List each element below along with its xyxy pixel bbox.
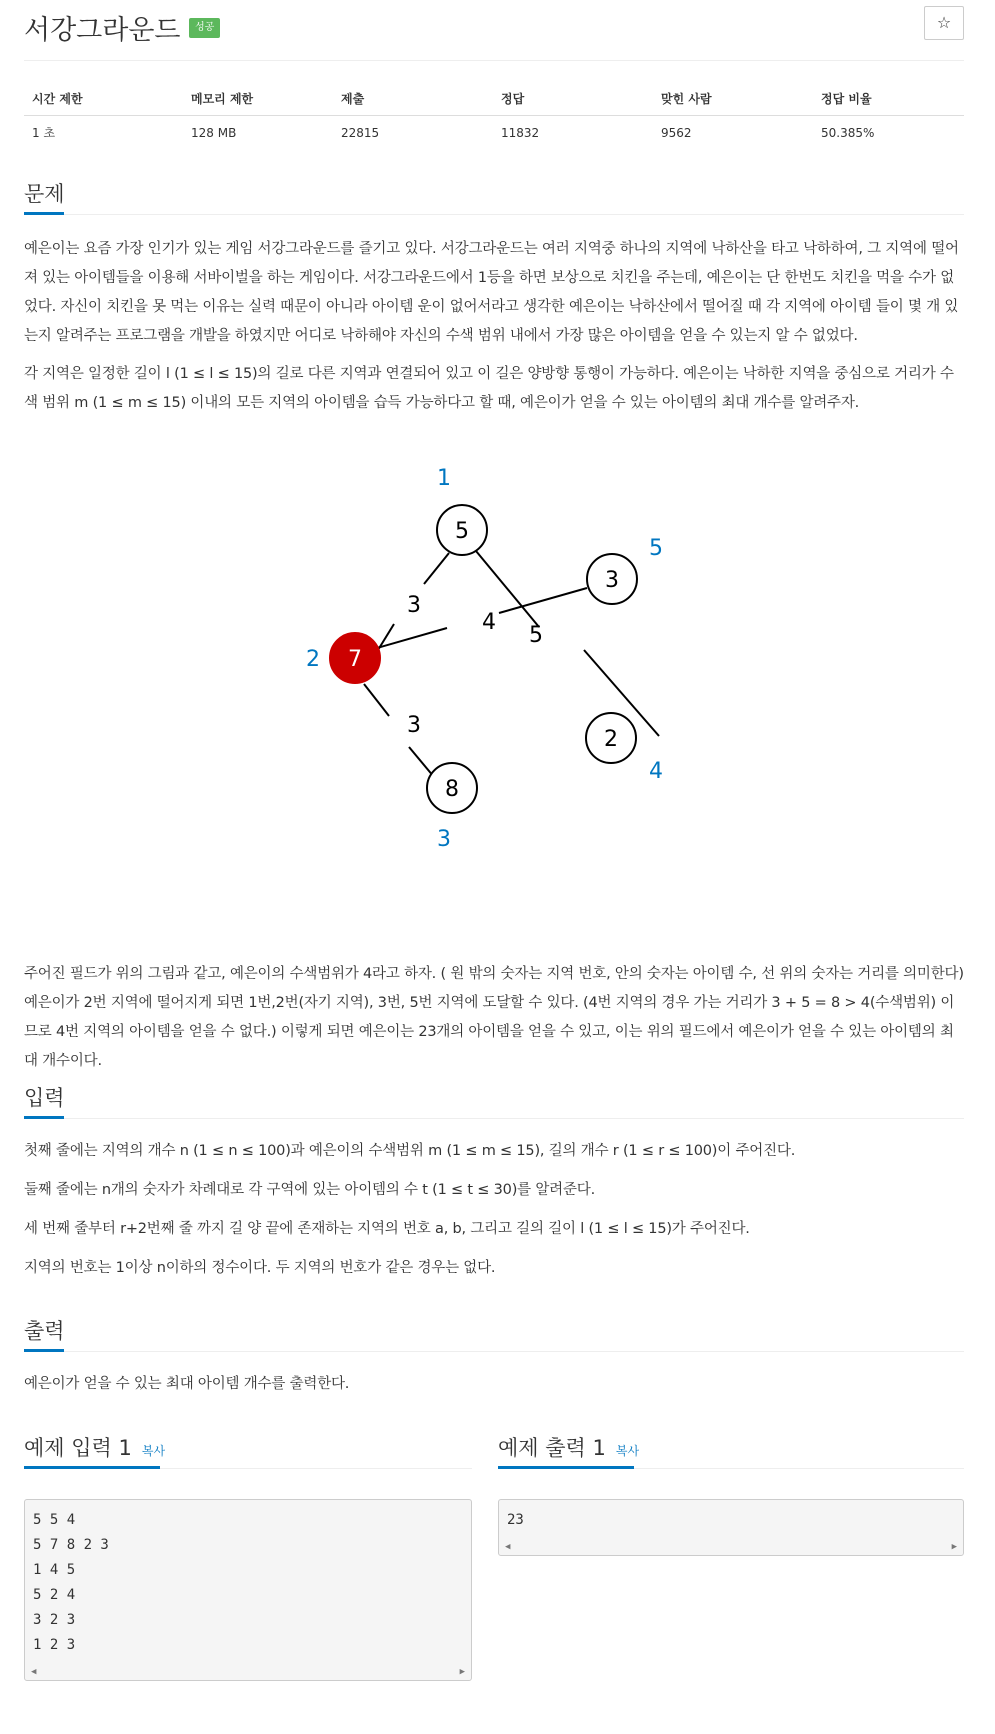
problem-title: 서강그라운드 bbox=[24, 15, 181, 46]
scroll-right-icon[interactable]: ▶ bbox=[951, 1542, 957, 1552]
graph-svg bbox=[284, 466, 704, 910]
output-body bbox=[24, 1370, 964, 1399]
sample-input-box[interactable] bbox=[24, 1499, 472, 1681]
star-button[interactable] bbox=[924, 6, 964, 40]
info-solvers: 9562 bbox=[661, 125, 692, 140]
output-section bbox=[24, 1313, 964, 1399]
headline-underline bbox=[24, 1466, 160, 1469]
node-1-items: 5 bbox=[455, 519, 469, 544]
description-headline bbox=[24, 176, 964, 215]
edge-2-3-seg-a bbox=[364, 684, 389, 716]
sample-input-title-text: 예제 입력 1 bbox=[24, 1436, 132, 1460]
sample-output-copy-button[interactable]: 복사 bbox=[615, 1444, 640, 1458]
input-line-2: 둘째 줄에는 n개의 숫자가 차례대로 각 구역에 있는 아이템의 수 t (1 ≤ t ≤ 30)를 알려준다. bbox=[24, 1182, 596, 1198]
edge-label-1-4: 5 bbox=[529, 623, 543, 648]
info-accepted: 11832 bbox=[501, 125, 540, 140]
headline-underline bbox=[24, 1349, 64, 1352]
sample-output-text: 23 bbox=[507, 1512, 524, 1528]
headline-underline bbox=[24, 1116, 64, 1119]
scroll-right-icon[interactable]: ▶ bbox=[459, 1667, 465, 1677]
status-badge: 성공 bbox=[189, 18, 220, 38]
region-label-1: 1 bbox=[437, 466, 451, 491]
input-line-4: 지역의 번호는 1이상 n이하의 정수이다. 두 지역의 번호가 같은 경우는 없다. bbox=[24, 1260, 496, 1276]
sample-output-title-text: 예제 출력 1 bbox=[498, 1436, 606, 1460]
info-header-solvers: 맞힌 사람 bbox=[653, 82, 813, 116]
node-3-items: 8 bbox=[445, 777, 459, 802]
sample-input-block bbox=[24, 1430, 472, 1681]
description-title: 문제 bbox=[24, 182, 65, 206]
sample-output-title bbox=[498, 1432, 639, 1462]
edge-label-2-5: 4 bbox=[482, 610, 496, 635]
info-header-time-limit: 시간 제한 bbox=[24, 82, 183, 116]
output-line: 예은이가 얻을 수 있는 최대 아이템 개수를 출력한다. bbox=[24, 1376, 350, 1392]
input-line-3: 세 번째 줄부터 r+2번째 줄 까지 길 양 끝에 존재하는 지역의 번호 a, b, 그리고 길의 길이 l (1 ≤ l ≤ 15)가 주어진다. bbox=[24, 1221, 750, 1237]
region-label-3: 3 bbox=[437, 827, 451, 852]
sample-output-block bbox=[498, 1430, 964, 1556]
info-ratio: 50.385% bbox=[821, 125, 875, 140]
sample-input-headline bbox=[24, 1430, 472, 1469]
node-5-items: 3 bbox=[605, 568, 619, 593]
description-section bbox=[24, 176, 964, 418]
description-paragraph-1: 예은이는 요즘 가장 인기가 있는 게임 서강그라운드를 즐기고 있다. 서강그라운드는 여러 지역중 하나의 지역에 낙하산을 타고 낙하하여, 그 지역에 떨어져 있는 아이템들을 이용해 서바이벌을 하는 게임이다. 서강그라운드에서 1등을 하면 보상으로 치킨을 주는데, 예은이는 단 한번도 치킨을 먹을 수가 없었다. 자신이 치킨을 못 먹는 이유는 실력 때문이 아니라 아이템 운이 없어서라고 생각한 예은이는 낙하산에서 떨어질 때 각 지역에 아이템 들이 몇 개 있는지 알려주는 프로그램을 개발을 하였지만 어디로 낙하해야 자신의 수색 범위 내에서 가장 많은 아이템을 얻을 수 있는지 알 수 없었다. bbox=[24, 241, 959, 344]
headline-underline bbox=[498, 1466, 634, 1469]
edge-2-3-seg-b bbox=[409, 747, 434, 777]
edge-1-2-seg-a bbox=[424, 553, 449, 584]
info-header-memory-limit: 메모리 제한 bbox=[183, 82, 333, 116]
input-body bbox=[24, 1137, 964, 1283]
edge-2-5-seg-a bbox=[370, 628, 447, 650]
graph-figure bbox=[284, 466, 704, 910]
star-icon: ☆ bbox=[936, 13, 952, 32]
node-2-items: 7 bbox=[348, 647, 362, 672]
info-header-row bbox=[24, 82, 964, 116]
scroll-left-icon[interactable]: ◀ bbox=[31, 1667, 37, 1677]
input-headline bbox=[24, 1080, 964, 1119]
input-section bbox=[24, 1080, 964, 1283]
figure-explanation bbox=[24, 960, 964, 1076]
node-4-items: 2 bbox=[604, 727, 618, 752]
horizontal-scrollbar[interactable] bbox=[501, 1541, 961, 1553]
title-row bbox=[24, 0, 964, 61]
description-paragraph-2: 각 지역은 일정한 길이 l (1 ≤ l ≤ 15)의 길로 다른 지역과 연결되어 있고 이 길은 양방향 통행이 가능하다. 예은이는 낙하한 지역을 중심으로 거리가 수색 범위 m (1 ≤ m ≤ 15) 이내의 모든 지역의 아이템을 습득 가능하다고 할 때, 예은이가 얻을 수 있는 아이템의 최대 개수를 알려주자. bbox=[24, 366, 954, 411]
description-body bbox=[24, 235, 964, 418]
region-label-5: 5 bbox=[649, 536, 663, 561]
edge-label-1-2: 3 bbox=[407, 593, 421, 618]
info-header-ratio: 정답 비율 bbox=[813, 82, 964, 116]
info-time-limit: 1 초 bbox=[32, 126, 56, 140]
edge-2-5-seg-b bbox=[499, 588, 587, 613]
sample-input-copy-button[interactable]: 복사 bbox=[141, 1444, 166, 1458]
scroll-left-icon[interactable]: ◀ bbox=[505, 1542, 511, 1552]
info-value-row bbox=[24, 116, 964, 150]
input-title: 입력 bbox=[24, 1086, 65, 1110]
region-label-4: 4 bbox=[649, 759, 663, 784]
region-label-2: 2 bbox=[306, 647, 320, 672]
headline-underline bbox=[24, 212, 64, 215]
figure-explanation-paragraph: 주어진 필드가 위의 그림과 같고, 예은이의 수색범위가 4라고 하자. ( 원 밖의 숫자는 지역 번호, 안의 숫자는 아이템 수, 선 위의 숫자는 거리를 의미한다) 예은이가 2번 지역에 떨어지게 되면 1번,2번(자기 지역), 3번, 5번 지역에 도달할 수 있다. (4번 지역의 경우 가는 거리가 3 + 5 = 8 > 4(수색범위) 이므로 4번 지역의 아이템을 얻을 수 없다.) 이렇게 되면 예은이는 23개의 아이템을 얻을 수 있고, 이는 위의 필드에서 예은이가 얻을 수 있는 아이템의 최대 개수이다. bbox=[24, 966, 964, 1069]
info-header-submissions: 제출 bbox=[333, 82, 493, 116]
info-memory-limit: 128 MB bbox=[191, 125, 237, 140]
info-submissions: 22815 bbox=[341, 125, 380, 140]
sample-input-title bbox=[24, 1432, 165, 1462]
edge-labels bbox=[407, 593, 543, 738]
sample-output-box[interactable] bbox=[498, 1499, 964, 1556]
input-line-1: 첫째 줄에는 지역의 개수 n (1 ≤ n ≤ 100)과 예은이의 수색범위 m (1 ≤ m ≤ 15), 길의 개수 r (1 ≤ r ≤ 100)이 주어진다. bbox=[24, 1143, 796, 1159]
output-title: 출력 bbox=[24, 1319, 65, 1343]
info-header-accepted: 정답 bbox=[493, 82, 653, 116]
problem-page bbox=[24, 0, 964, 1677]
problem-info-table bbox=[24, 82, 964, 149]
horizontal-scrollbar[interactable] bbox=[27, 1666, 469, 1678]
sample-input-text: 5 5 4 5 7 8 2 3 1 4 5 5 2 4 3 2 3 1 2 3 bbox=[33, 1512, 109, 1653]
output-headline bbox=[24, 1313, 964, 1352]
sample-output-headline bbox=[498, 1430, 964, 1469]
edge-label-2-3: 3 bbox=[407, 713, 421, 738]
